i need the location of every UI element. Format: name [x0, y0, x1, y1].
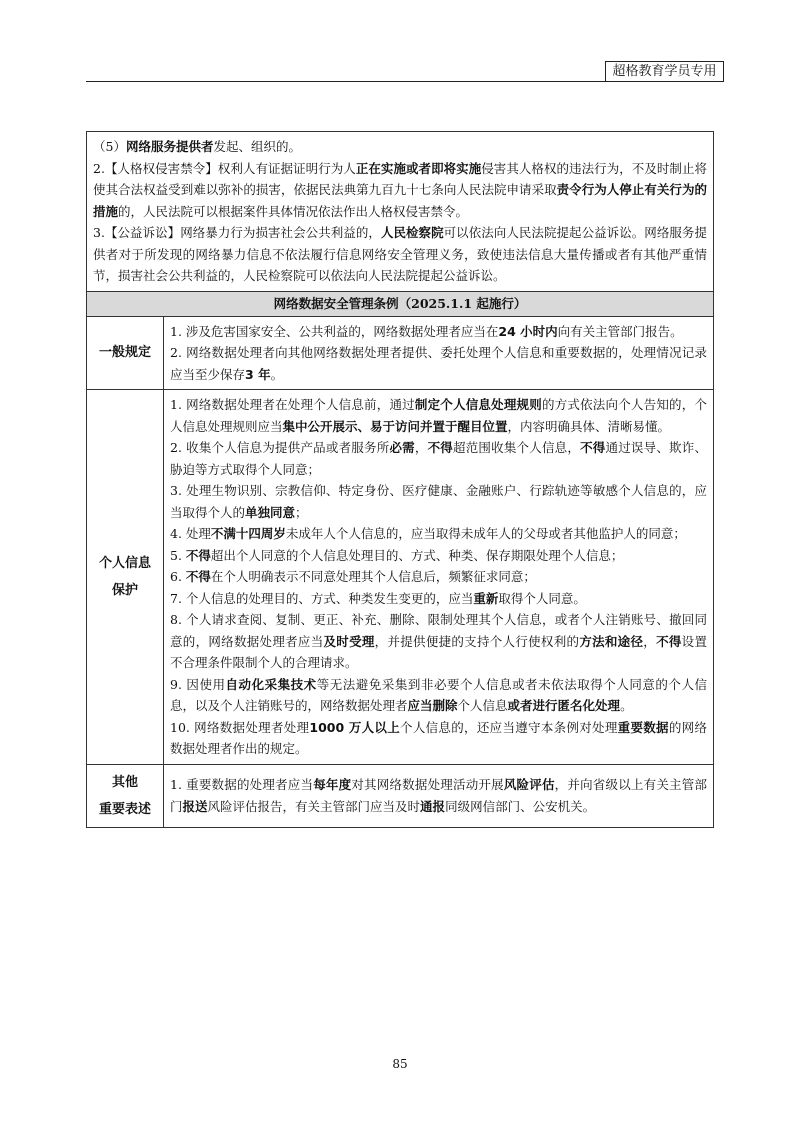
emphasis-text: 3 年	[245, 366, 271, 382]
emphasis-text: 24 小时内	[498, 323, 558, 339]
paragraph	[170, 342, 707, 385]
emphasis-text: 不得	[580, 440, 606, 455]
body-text: 取得个人同意。	[498, 590, 586, 606]
emphasis-text: 应当删除	[407, 698, 458, 713]
body-text: 8. 个人请求查阅、复制、更正、补充、删除、限制处理其个人信息，或者个人注销账号、撤回同意的，网络数据处理者应当	[170, 612, 707, 649]
body-text: 设置不合理条件限制个人的合理请求。	[170, 633, 707, 670]
intro-row	[87, 132, 714, 292]
body-text: 4. 处理	[170, 526, 211, 541]
body-text: 1. 涉及危害国家安全、公共利益的，网络数据处理者应当在	[170, 323, 499, 339]
row-label	[87, 316, 164, 390]
paragraph	[170, 480, 707, 523]
row-other	[87, 764, 714, 827]
emphasis-text: 每年度	[313, 777, 352, 792]
row-content	[164, 390, 714, 765]
emphasis-text: 网络服务提供者	[125, 139, 214, 154]
body-text: 的方式依法向个人告知的，个人信息处理规则应当	[170, 397, 707, 434]
body-text: 通过误导、欺诈、胁迫等方式取得个人同意；	[170, 440, 707, 477]
paragraph	[170, 437, 707, 480]
paragraph	[170, 523, 707, 545]
label-line: 其他	[111, 774, 138, 790]
emphasis-text: 不得	[185, 569, 211, 584]
row-general	[87, 316, 714, 390]
emphasis-text: 不得	[427, 440, 453, 455]
paragraph	[170, 609, 707, 674]
emphasis-text: 重要数据	[617, 719, 669, 735]
emphasis-text: 人民检察院	[380, 225, 444, 240]
body-text: ，内容明确具体、清晰易懂。	[507, 418, 671, 434]
body-text: 向有关主管部门报告。	[557, 323, 683, 339]
paragraph	[170, 545, 707, 567]
body-text: 的，人民法院可以根据案件具体情况依法作出人格权侵害禁令。	[118, 203, 469, 219]
label-line: 个人信息	[98, 555, 151, 571]
body-text: 侵害其人格权的违法行为，不及时制止将使其合法权益受到难以弥补的损害，依据民法典第九百九十七条向人民法院申请采取	[93, 160, 707, 197]
body-text: 在个人明确表示不同意处理其个人信息后，频繁征求同意；	[210, 569, 536, 584]
body-text: 超范围收集个人信息，	[453, 440, 581, 455]
label-line: 重要表述	[98, 801, 151, 817]
emphasis-text: 自动化采集技术	[225, 676, 317, 692]
body-text: 可以依法向人民法院提起公益诉讼。网络服务提供者对于所发现的网络暴力信息不依法履行信息网络安全管理义务，致使违法信息大量传播或者有其他严重情节，损害社会公共利益的，人民检察院可以依法向人民法院提起公益诉讼。	[93, 225, 707, 283]
label-line: 保护	[111, 582, 138, 598]
body-text: 未成年人个人信息的，应当取得未成年人的父母或者其他监护人的同意；	[285, 526, 686, 541]
body-text: 个人信息	[457, 698, 508, 713]
paragraph	[170, 674, 707, 717]
body-text: 。	[620, 698, 633, 713]
body-text: 2. 网络数据处理者向其他网络数据处理者提供、委托处理个人信息和重要数据的，处理情况记录应当至少保存	[170, 345, 707, 382]
body-text: 6.	[170, 569, 186, 584]
section-title: 网络数据安全管理条例（2025.1.1 起施行）	[87, 291, 714, 316]
body-text: 个人信息的，还应当遵守本条例对处理	[400, 719, 618, 735]
paragraph	[170, 394, 707, 437]
body-text: ，并提供便捷的支持个人行使权利的	[374, 633, 580, 649]
emphasis-text: 不得	[185, 547, 211, 563]
body-text: 同级网信部门、公安机关。	[445, 798, 596, 814]
emphasis-text: 通报	[420, 798, 446, 814]
body-text: 7. 个人信息的处理目的、方式、种类发生变更的，应当	[170, 590, 474, 606]
body-text: 等无法避免采集到非必要个人信息或者未依法取得个人同意的个人信息，以及个人注销账号的，网络数据处理者	[170, 676, 707, 713]
emphasis-text: 必需	[389, 440, 415, 455]
body-text: 风险评估报告，有关主管部门应当及时	[207, 798, 421, 814]
body-text: ，并向省级以上有关主管部门	[170, 777, 707, 814]
body-text: ，	[643, 633, 657, 649]
body-text: ；	[295, 504, 308, 520]
body-text: 3.【公益诉讼】网络暴力行为损害社会公共利益的，	[93, 225, 381, 240]
emphasis-text: 集中公开展示、易于访问并置于醒目位置	[282, 418, 508, 434]
content-table	[86, 131, 714, 828]
row-content	[164, 764, 714, 827]
body-text: 3. 处理生物识别、宗教信仰、特定身份、医疗健康、金融账户、行踪轨迹等敏感个人信息的，应当取得个人的	[170, 483, 707, 520]
body-text: 10. 网络数据处理者处理	[170, 719, 310, 735]
body-text: 2.【人格权侵害禁令】权利人有证据证明行为人	[93, 160, 356, 176]
body-text: 5.	[170, 547, 186, 563]
paragraph	[93, 222, 707, 287]
emphasis-text: 责令行为人停止有关行为的措施	[93, 182, 707, 219]
emphasis-text: 制定个人信息处理规则	[414, 397, 542, 412]
header-tag: 超格教育学员专用	[605, 61, 724, 82]
section-header-row	[87, 291, 714, 316]
body-text: 的网络数据处理者作出的规定。	[170, 719, 707, 756]
paragraph	[93, 158, 707, 223]
body-text: 1. 重要数据的处理者应当	[170, 777, 314, 792]
row-label	[87, 390, 164, 765]
emphasis-text: 正在实施或者即将实施	[355, 160, 482, 176]
body-text: 发起、组织的。	[213, 139, 301, 154]
body-text: 。	[270, 366, 284, 382]
paragraph	[170, 717, 707, 760]
emphasis-text: 风险评估	[503, 777, 555, 792]
emphasis-text: 不得	[656, 633, 682, 649]
emphasis-text: 或者进行匿名化处理	[507, 698, 621, 713]
intro-cell	[87, 132, 714, 292]
page-number: 85	[392, 1057, 408, 1071]
body-text: 9. 因使用	[170, 676, 226, 692]
body-text: 对其网络数据处理活动开展	[351, 777, 504, 792]
body-text: 1. 网络数据处理者在处理个人信息前，通过	[170, 397, 415, 412]
body-text: 2. 收集个人信息为提供产品或者服务所	[170, 440, 390, 455]
body-text: （5）	[93, 139, 126, 154]
emphasis-text: 1000 万人以上	[309, 719, 401, 735]
body-text: ，	[414, 440, 428, 455]
paragraph	[93, 136, 707, 158]
emphasis-text: 不满十四周岁	[210, 526, 286, 541]
emphasis-text: 方法和途径	[579, 633, 644, 649]
emphasis-text: 单独同意	[245, 504, 296, 520]
emphasis-text: 及时受理	[323, 633, 375, 649]
label-line: 一般规定	[98, 345, 151, 361]
row-content	[164, 316, 714, 390]
row-personal-info	[87, 390, 714, 765]
paragraph	[170, 774, 707, 817]
paragraph	[170, 588, 707, 610]
header-rule	[86, 81, 724, 82]
paragraph	[170, 566, 707, 588]
emphasis-text: 重新	[473, 590, 499, 606]
emphasis-text: 报送	[182, 798, 208, 814]
paragraph	[170, 321, 707, 343]
row-label	[87, 764, 164, 827]
body-text: 超出个人同意的个人信息处理目的、方式、种类、保存期限处理个人信息；	[210, 547, 624, 563]
